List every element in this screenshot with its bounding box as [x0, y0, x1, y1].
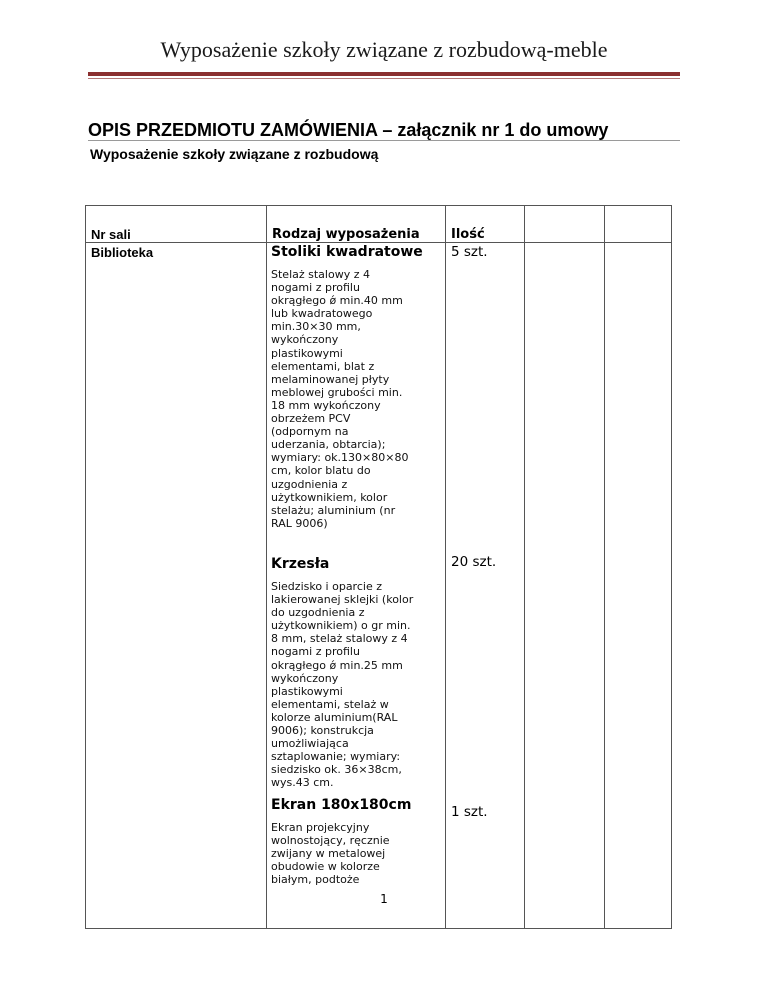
- heading-underline: [88, 140, 680, 141]
- quantity-column-header: Ilość: [451, 227, 485, 242]
- item-name: Krzesła: [271, 556, 330, 572]
- item-description: Siedzisko i oparcie z lakierowanej sklejki (kolor do uzgodnienia z użytkownikiem) o gr min. 8 mm, stelaż stalowy z 4 nogami z profilu okrągłego ǿ min.25 mm wykończony plastikowymi elementami, stelaż w kolorze aluminium(RAL 9006); konstrukcja umożliwiająca sztaplowanie; wymiary: siedzisko ok. 36×38cm, wys.43 cm.: [271, 580, 414, 790]
- document-heading: OPIS PRZEDMIOTU ZAMÓWIENIA – załącznik nr 1 do umowy: [88, 120, 609, 140]
- table-row: [86, 243, 672, 929]
- header-rule-thick: [88, 72, 680, 76]
- item-name: Ekran 180x180cm: [271, 797, 412, 813]
- empty-header-cell: [605, 206, 672, 243]
- quantity-cell: [446, 243, 525, 929]
- item-quantity: 1 szt.: [451, 804, 488, 820]
- item-description: Ekran projekcyjny wolnostojący, ręcznie zwijany w metalowej obudowie w kolorze białym, podtoże: [271, 821, 390, 887]
- page-number: 1: [380, 892, 388, 906]
- header-rule-thin: [88, 78, 680, 79]
- document-subheading: Wyposażenie szkoły związane z rozbudową: [90, 146, 379, 162]
- empty-cell: [525, 243, 605, 929]
- page-header-title: Wyposażenie szkoły związane z rozbudową-meble: [160, 37, 608, 62]
- item-quantity: 20 szt.: [451, 554, 497, 570]
- empty-header-cell: [525, 206, 605, 243]
- equipment-header-cell: [267, 206, 446, 243]
- room-column-header: Nr sali: [91, 227, 131, 242]
- item-description: Stelaż stalowy z 4 nogami z profilu okrągłego ǿ min.40 mm lub kwadratowego min.30×30 mm, wykończony plastikowymi elementami, blat z melaminowanej płyty meblowej grubości min. 18 mm wykończony obrzeżem PCV (odpornym na uderzania, obtarcia); wymiary: ok.130×80×80 cm, kolor blatu do uzgodnienia z użytkownikiem, kolor stelażu; aluminium (nr RAL 9006): [271, 268, 409, 530]
- equipment-cell: [267, 243, 446, 929]
- room-name: Biblioteka: [91, 245, 154, 260]
- quantity-header-cell: [446, 206, 525, 243]
- empty-cell: [605, 243, 672, 929]
- room-header-cell: [86, 206, 267, 243]
- equipment-column-header: Rodzaj wyposażenia: [272, 227, 420, 242]
- item-quantity: 5 szt.: [451, 244, 488, 260]
- table-header-row: [86, 206, 672, 243]
- room-cell: [86, 243, 267, 929]
- equipment-table: [85, 205, 672, 929]
- item-name: Stoliki kwadratowe: [271, 244, 423, 260]
